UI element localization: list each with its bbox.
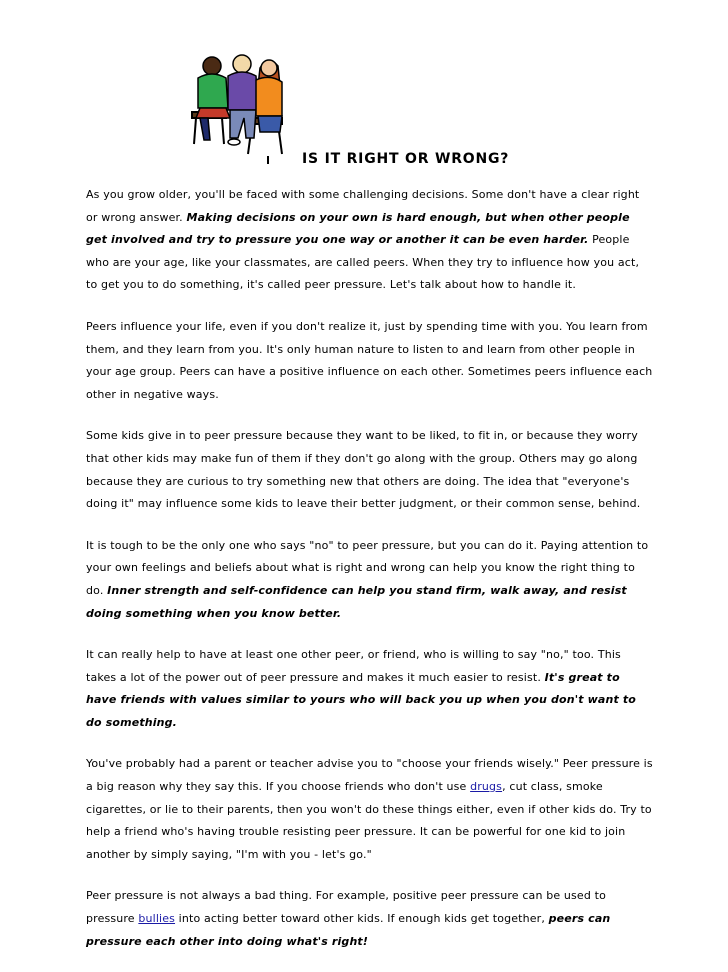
body-paragraph <box>86 184 654 297</box>
paragraph-text: You've probably had a parent or teacher advise you to "choose your friends wisely." Peer pressure is a big reason why they say this. If you choose friends who don't use <box>86 757 653 794</box>
body-paragraph <box>86 425 654 515</box>
body-paragraph <box>86 644 654 734</box>
body-paragraph <box>86 535 654 625</box>
paragraph-text: Some kids give in to peer pressure because they want to be liked, to fit in, or because they worry that other kids may make fun of them if they don't go along with the group. Others may go along because they are curious to try something new that others are doing. The idea that "everyone's doing it" may influence some kids to leave their better judgment, or their common sense, behind. <box>86 429 641 511</box>
inline-link[interactable]: bullies <box>138 912 176 926</box>
paragraph-text: into acting better toward other kids. If enough kids get together, <box>175 912 549 926</box>
body-paragraph <box>86 885 654 953</box>
paragraph-text: People who are your age, like your classmates, are called peers. When they try to influence how you act, to get you to do something, it's called peer pressure. Let's talk about how to handle it. <box>86 233 640 292</box>
paragraph-text: Peers influence your life, even if you don't realize it, just by spending time with you. You learn from them, and they learn from you. It's only human nature to listen to and learn from other people in your age group. Peers can have a positive influence on each other. Sometimes peers influence each other in negative ways. <box>86 319 653 401</box>
emphasis-text: Inner strength and self-confidence can help you stand firm, walk away, and resist doing something when you know better. <box>86 583 627 620</box>
emphasis-text: Making decisions on your own is hard enough, but when other people get involved and try to pressure you one way or another it can be even harder. <box>86 210 630 247</box>
paragraph-text: Peer pressure is not always a bad thing. For example, positive peer pressure can be used to pressure <box>86 889 606 926</box>
paragraph-text: It is tough to be the only one who says "no" to peer pressure, but you can do it. Paying attention to your own feelings and beliefs about what is right and wrong can help you know the right thing to do. <box>86 538 649 597</box>
paragraph-text: It can really help to have at least one other peer, or friend, who is willing to say "no," too. This takes a lot of the power out of peer pressure and makes it much easier to resist. <box>86 648 621 684</box>
emphasis-text: It's great to have friends with values similar to yours who will back you up when you don't want to do something. <box>86 670 636 729</box>
body-paragraph <box>86 316 654 406</box>
body-paragraph <box>86 753 654 866</box>
document-body <box>86 184 654 972</box>
emphasis-text: peers can pressure each other into doing what's right! <box>86 912 611 948</box>
inline-link[interactable]: drugs <box>470 780 503 794</box>
paragraph-text: As you grow older, you'll be faced with some challenging decisions. Some don't have a clear right or wrong answer. <box>86 188 640 224</box>
paragraph-text: , cut class, smoke cigarettes, or lie to their parents, then you won't do these things either, even if other kids do. Try to help a friend who's having trouble resisting peer pressure. It can be powerful for one kid to join another by simply saying, "I'm with you - let's go." <box>86 780 652 861</box>
page-title: IS IT RIGHT OR WRONG? <box>302 151 510 167</box>
clipart-three-kids-illustration <box>186 46 306 166</box>
